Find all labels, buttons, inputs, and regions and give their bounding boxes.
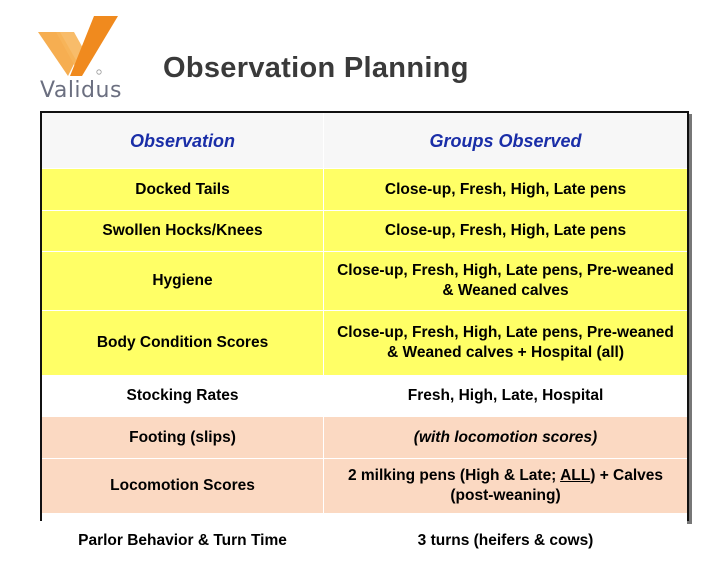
observation-cell: Locomotion Scores <box>42 459 324 514</box>
groups-cell: Fresh, High, Late, Hospital <box>324 376 688 417</box>
table-row <box>42 417 687 459</box>
logo-wordmark: Validus <box>40 78 122 103</box>
validus-v-mark-icon <box>38 16 124 78</box>
observation-cell: Body Condition Scores <box>42 311 324 376</box>
groups-cell: Close-up, Fresh, High, Late pens <box>324 211 688 252</box>
table-header-row <box>42 113 687 169</box>
table-row <box>42 211 687 252</box>
groups-cell: 3 turns (heifers & cows) <box>324 514 688 568</box>
groups-cell: Close-up, Fresh, High, Late pens, Pre-weaned & Weaned calves + Hospital (all) <box>324 311 688 376</box>
header-groups-observed: Groups Observed <box>324 113 688 169</box>
groups-text-part: 2 milking pens (High & Late; <box>347 467 561 484</box>
groups-text-underlined: ALL <box>560 467 591 484</box>
header-observation: Observation <box>42 113 324 169</box>
page-title: Observation Planning <box>163 52 469 84</box>
observation-cell: Docked Tails <box>42 169 324 211</box>
observation-cell: Footing (slips) <box>42 417 324 459</box>
table-row <box>42 376 687 417</box>
validus-logo <box>38 16 124 106</box>
observation-cell: Hygiene <box>42 252 324 311</box>
table-row <box>42 252 687 311</box>
groups-cell: Close-up, Fresh, High, Late pens, Pre-weaned & Weaned calves <box>324 252 688 311</box>
groups-cell <box>324 459 688 514</box>
table-row <box>42 459 687 514</box>
observation-cell: Swollen Hocks/Knees <box>42 211 324 252</box>
observation-cell: Stocking Rates <box>42 376 324 417</box>
observation-cell: Parlor Behavior & Turn Time <box>42 514 324 568</box>
groups-cell: (with locomotion scores) <box>324 417 688 459</box>
groups-text-part: ) + Calves (post-weaning) <box>450 467 664 504</box>
table-row <box>42 169 687 211</box>
observation-grid <box>42 113 687 568</box>
table-row <box>42 311 687 376</box>
table-row <box>42 514 687 568</box>
observation-table <box>40 111 689 549</box>
groups-cell: Close-up, Fresh, High, Late pens <box>324 169 688 211</box>
